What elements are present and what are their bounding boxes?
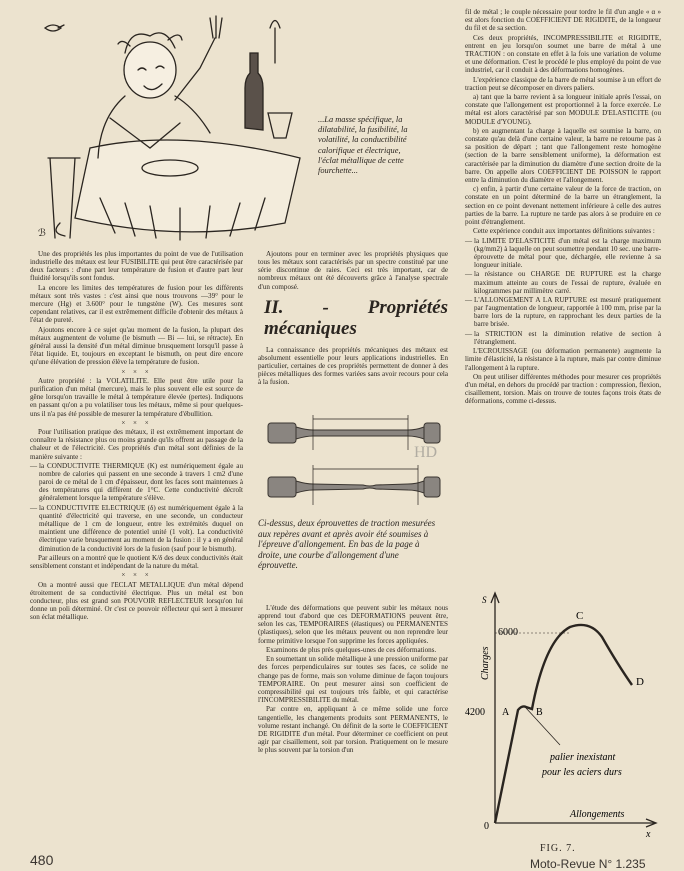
paragraph: Cette expérience conduit aux importantes définitions suivantes : (473, 227, 655, 236)
paragraph: Pour l'utilisation pratique des métaux, il est extrêmement important de connaître la résistance plus ou moins grande qu'ils offrent au passage de la chaleur et de l'électricité. Ces propriétés d'un métal sont définies de la manière suivante : (30, 428, 243, 461)
tick-6000: 6000 (498, 627, 518, 638)
illustration-caption: ...La masse spécifique, la dilatabilité, la fusibilité, la volatilité, la conductibilité calorifique et électrique, l'éclat métallique de cette fourchette... (318, 115, 408, 176)
svg-text:HD: HD (414, 444, 438, 461)
column-3 (465, 8, 661, 407)
paragraph: Ajoutons pour en terminer avec les propriétés physiques que tous les métaux sont caractérisés par un spectre constitué par une série discontinue de raies. Ceci est très important, car de nombreux métaux ont été découverts grâce à l'analyse spectrale d'un composé. (258, 250, 448, 291)
section-separator: × × × (121, 418, 152, 427)
list-item: — L'ALLONGEMENT A LA RUPTURE est mesuré pratiquement par l'augmentation de longueur, rapportée à 100 mm, prise par la barre lors de la rupture, en rapprochant les deux parties de la barre brisée. (465, 296, 661, 329)
paragraph: Autre propriété : la VOLATILITE. Elle peut être utile pour la purification d'un métal (mercure), mais le plus souvent elle est source de gêne lorsqu'on travaille le métal à température élevée (pertes). Indiquons en passant qu'on a pu volatiliser tous les métaux, même si pour quelques-uns il n'a pas été possible de mesurer la température d'ébullition. (30, 376, 243, 418)
paragraph: On a montré aussi que l'ECLAT METALLIQUE d'un métal dépend étroitement de sa conductivité électrique. Plus un métal est bon conducteur, plus est grand son POUVOIR REFLECTEUR lorsqu'on lui donne un poli déterminé. Or c'est ce pouvoir réflecteur qui sert à mesurer son éclat métallique. (30, 580, 243, 622)
paragraph: La encore les limites des températures de fusion pour les différents métaux sont très vastes : c'est ainsi que nous trouvons —39° pour le mercure (Hg) et 3.600° pour le tungstène (W). Ces mesures sont cependant relatives, car il est extrêmement difficile d'obtenir des métaux à l'état de pureté. (30, 283, 243, 325)
point-a: A (502, 707, 510, 718)
point-b: B (536, 707, 543, 718)
paragraph: La connaissance des propriétés mécaniques des métaux est absolument essentielle pour leurs applications industrielles. En particulier, certaines de ces propriétés permettent de donner à des pièces métalliques des formes variées sans avoir recours pour cela à la fusion. (258, 345, 448, 387)
paragraph: L'ECROUISSAGE (ou déformation permanente) augmente la limite d'élasticité, la résistance à la rupture, mais par contre diminue l'allongement à la rupture. (465, 347, 661, 372)
page-number: 480 (30, 852, 54, 868)
list-item: — la STRICTION est la diminution relative de section à l'étranglement. (465, 330, 661, 346)
paragraph: c) enfin, à partir d'une certaine valeur de la force de traction, on constate en un point déterminé de la barre un étranglement, la section en ce point devenant nettement inférieure à celle des autres parties de la barre. La rupture ne tarde pas alors à se produire en ce point d'étranglement. (465, 185, 661, 226)
paragraph: En soumettant un solide métallique à une pression uniforme par des forces perpendiculaires sur toutes ses faces, ce solide ne change pas de forme, mais son volume diminue de façon toujours TEMPORAIRE. On peut mesurer ainsi son coefficient de compressibilité qui est toujours très faible, et qui caractérise l'INCOMPRESSIBILITE du métal. (258, 655, 448, 705)
paragraph: Par contre en, appliquant à ce même solide une force tangentielle, les changements produits sont PERMANENTS, le volume restant inchangé. On définit de la sorte le COEFFICIENT DE RIGIDITE d'un métal. Pour déterminer ce coefficient on peut agir par cisaillement, soit par torsion. Pratiquement on le mesure le plus souvent par la torsion d'un (258, 705, 448, 755)
annotation-line-2: pour les aciers durs (542, 767, 622, 778)
cartoon-illustration (30, 8, 320, 246)
specimen-caption: Ci-dessus, deux éprouvettes de traction mesurées aux repères avant et après avoir été soumises à l'épreuve d'allongement. En bas de la page à droite, une courbe d'allongement d'une éprouvette. (258, 518, 436, 571)
paragraph: b) en augmentant la charge à laquelle est soumise la barre, on constate qu'au delà d'une certaine valeur, la barre ne retourne pas à sa position de départ ; tant que l'allongement reste homogène (section de la barre sensiblement uniforme), la déformation est caractérisée par la diminution du diamètre d'une section droite de la barre. On appelle alors COEFFICIENT DE POISSON le rapport entre la diminution du diamètre et l'allongement. (465, 126, 661, 184)
column-2-bottom (258, 604, 448, 756)
section-heading: II. - Propriétés mécaniques (264, 296, 448, 339)
list-item: — la résistance ou CHARGE DE RUPTURE est la charge maximum atteinte au cours de l'essai de rupture, évaluée en kilogrammes par millimètre carré. (465, 270, 661, 294)
annotation-line-1: palier inexistant (550, 752, 616, 763)
x-symbol: x (646, 829, 651, 840)
list-item: — la CONDUCTIVITE THERMIQUE (K) est numériquement égale au nombre de calories qui passent en une seconde à travers 1 cm2 d'une paroi de ce métal de 1 cm d'épaisseur, dont les faces sont maintenues à des températures qui diffèrent de 1°C. Cette conductivité décroît généralement lorsque la température s'élève. (30, 462, 243, 503)
x-axis-label: Allongements (570, 809, 625, 820)
elongation-curve-figure (460, 585, 665, 845)
annotation-pointer (526, 708, 560, 745)
figure-caption: FIG. 7. (540, 843, 576, 854)
paragraph: Examinons de plus près quelques-unes de ces déformations. (266, 645, 437, 654)
paragraph: On peut utiliser différentes méthodes pour mesurer ces propriétés d'un métal, en dehors du procédé par traction : compression, flexion, cisaillement, torsion. Mais on trouve de toutes façons trois états de déformations, comme ci-dessus. (465, 372, 661, 406)
y-axis-label: Charges (480, 646, 491, 680)
magazine-issue: Moto-Revue N° 1.235 (530, 857, 646, 871)
paragraph: Ces deux propriétés, INCOMPRESSIBILITE et RIGIDITE, entrent en jeu lorsqu'on soumet une barre de métal à une TRACTION : on constate en effet à la fois une variation de volume et une déformation. C'est le procédé le plus employé du point de vue industriel, car il conduit à des déformations homogènes. (465, 33, 661, 75)
paragraph: L'étude des déformations que peuvent subir les métaux nous apprend tout d'abord que ces DEFORMATIONS peuvent être, selon les cas, TEMPORAIRES (élastiques) ou PERMANENTES (plastiques), selon que les métaux peuvent ou non reprendre leur forme primitive lorsque l'on supprime les forces appliquées. (258, 604, 448, 645)
section-separator: × × × (121, 571, 152, 580)
paragraph: Une des propriétés les plus importantes du point de vue de l'utilisation industrielle des métaux est leur FUSIBILITE qui peut être caractérisée par deux facteurs : d'une part leur température de fusion et d'autre part leur fluidité lorsqu'ils sont fondus. (30, 250, 243, 283)
paragraph: Par ailleurs on a montré que le quotient K/δ des deux conductivités était sensiblement constant et indépendant de la nature du métal. (30, 553, 243, 571)
list-item: — la CONDUCTIVITE ELECTRIQUE (δ) est numériquement égale à la quantité d'électricité qui traverse, en une seconde, un conducteur métallique de 1 cm de longueur, entre les extrémités duquel on maintient une différence de potentiel unité (1 volt). La conductivité électrique varie brusquement au moment de la fusion : il y a en général diminution de la conductivité lors de la fusion (sauf pour le bismuth). (30, 504, 243, 553)
tick-4200: 4200 (465, 707, 485, 718)
svg-text:ℬ: ℬ (38, 228, 46, 239)
point-d: D (636, 676, 644, 688)
paragraph: Ajoutons encore à ce sujet qu'au moment de la fusion, la plupart des métaux augmentent de volume (le bismuth — Bi — lui, se rétracte). En général aussi la densité d'un métal diminue brusquement lorsqu'il passe à l'état liquide. Et, toujours en exceptant le bismuth, on peut dire encore qu'une élévation de pression élève la température de fusion. (30, 325, 243, 367)
specimen-figure (258, 405, 448, 515)
list-item: — la LIMITE D'ELASTICITE d'un métal est la charge maximum (kg/mm2) à laquelle on peut soumettre pendant 10 sec. une barre-éprouvette de métal pour que, déchargée, elle revienne à sa longueur initiale. (465, 237, 661, 270)
origin-label: 0 (484, 821, 489, 832)
paragraph: a) tant que la barre revient à sa longueur initiale après l'essai, on constate que l'allongement est proportionnel à la force exercée. Le métal est alors caractérisé par son MODULE D'ELASTICITE (ou MODULE d'YOUNG). (465, 93, 661, 126)
paragraph: fil de métal ; le couple nécessaire pour tordre le fil d'un angle « α » est alors fonction du COEFFICIENT DE RIGIDITE, de la longueur du fil et de sa section. (465, 8, 661, 33)
section-separator: × × × (121, 367, 152, 376)
point-c: C (576, 610, 584, 622)
column-2 (258, 250, 448, 388)
curve (495, 625, 632, 823)
paragraph: L'expérience classique de la barre de métal soumise à un effort de traction peut se décomposer en divers paliers. (465, 75, 661, 92)
y-symbol: S (482, 595, 487, 605)
column-1 (30, 250, 243, 623)
